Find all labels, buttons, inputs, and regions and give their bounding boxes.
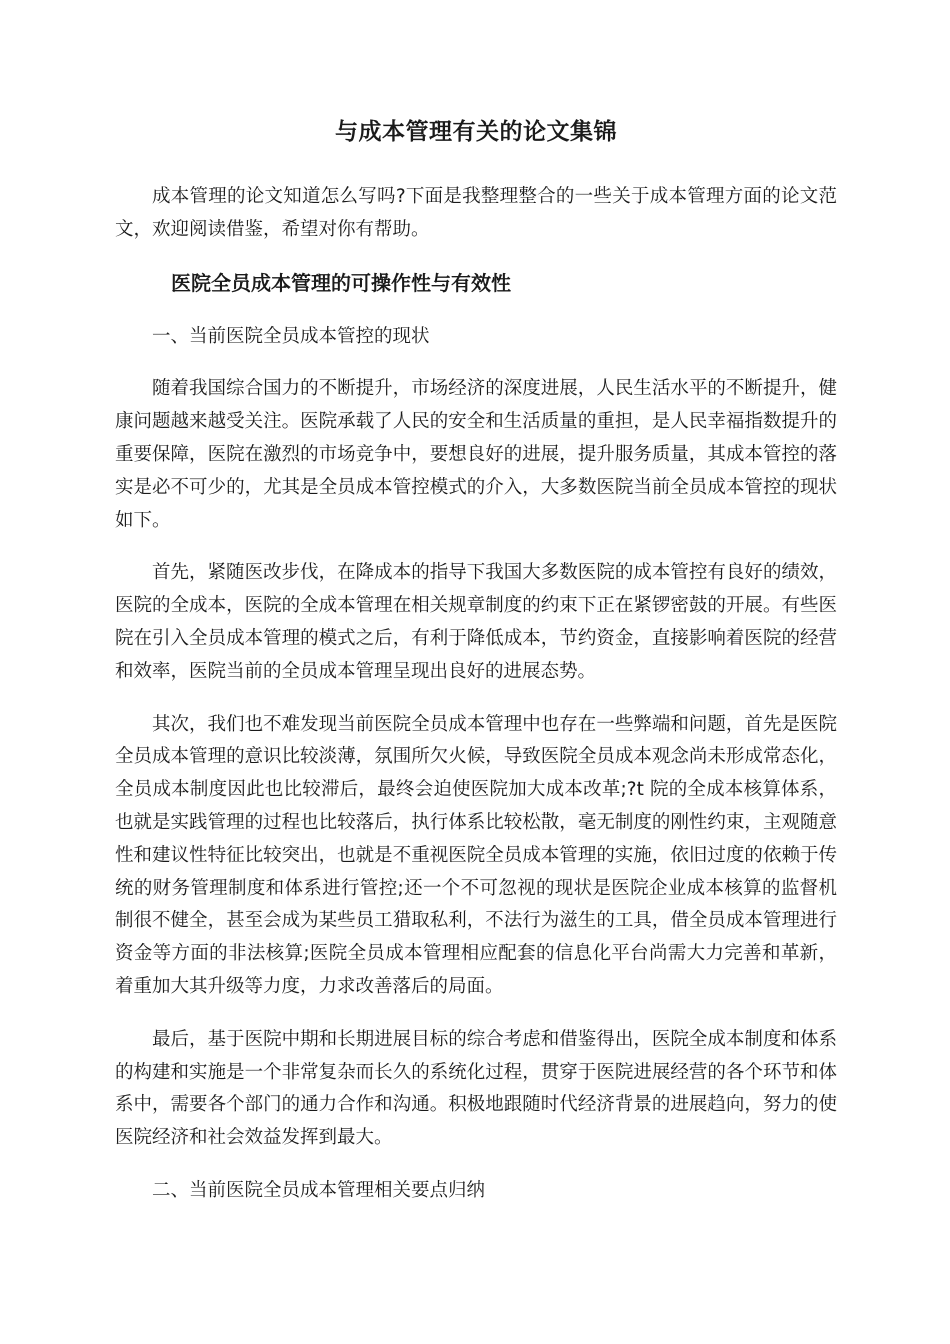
document-title: 与成本管理有关的论文集锦 xyxy=(335,119,617,145)
document-page xyxy=(115,115,837,1228)
body-paragraph: 最后，基于医院中期和长期进展目标的综合考虑和借鉴得出，医院全成本制度和体系的构建和实施是一个非常复杂而长久的系统化过程，贯穿于医院进展经营的各个环节和体系中，需要各个部门的通力合作和沟通。积极地跟随时代经济背景的进展趋向，努力的使医院经济和社会效益发挥到最大。 xyxy=(115,1028,837,1149)
section-title: 医院全员成本管理的可操作性与有效性 xyxy=(171,270,511,295)
intro-paragraph: 成本管理的论文知道怎么写吗?下面是我整理整合的一些关于成本管理方面的论文范文，欢迎阅读借鉴，希望对你有帮助。 xyxy=(115,186,837,240)
body-paragraph: 首先，紧随医改步伐，在降成本的指导下我国大多数医院的成本管控有良好的绩效，医院的全成本，医院的全成本管理在相关规章制度的约束下正在紧锣密鼓的开展。有些医院在引入全员成本管理的模式之后，有利于降低成本，节约资金，直接影响着医院的经营和效率，医院当前的全员成本管理呈现出良好的进展态势。 xyxy=(115,562,837,682)
body-paragraph: 随着我国综合国力的不断提升，市场经济的深度进展，人民生活水平的不断提升，健康问题越来越受关注。医院承载了人民的安全和生活质量的重担，是人民幸福指数提升的重要保障，医院在激烈的市场竞争中，要想良好的进展，提升服务质量，其成本管控的落实是必不可少的，尤其是全员成本管控模式的介入，大多数医院当前全员成本管控的现状如下。 xyxy=(115,378,837,531)
body-paragraph: 其次，我们也不难发现当前医院全员成本管理中也存在一些弊端和问题，首先是医院全员成本管理的意识比较淡薄，氛围所欠火候，导致医院全员成本观念尚未形成常态化，全员成本制度因此也比较滞后，最终会迫使医院加大成本改革;?t 院的全成本核算体系，也就是实践管理的过程也比较落后，执行体系比较松散，毫无制度的刚性约束，主观随意性和建议性特征比较突出，也就是不重视医院全员成本管理的实施，依旧过度的依赖于传统的财务管理制度和体系进行管控;还一个不可忽视的现状是医院企业成本核算的监督机制很不健全，甚至会成为某些员工猎取私利，不法行为滋生的工具，借全员成本管理进行资金等方面的非法核算;医院全员成本管理相应配套的信息化平台尚需大力完善和革新，着重加大其升级等力度，力求改善落后的局面。 xyxy=(115,713,837,997)
subheading-current-status: 一、当前医院全员成本管控的现状 xyxy=(152,325,430,347)
subheading-key-points: 二、当前医院全员成本管理相关要点归纳 xyxy=(152,1179,486,1201)
